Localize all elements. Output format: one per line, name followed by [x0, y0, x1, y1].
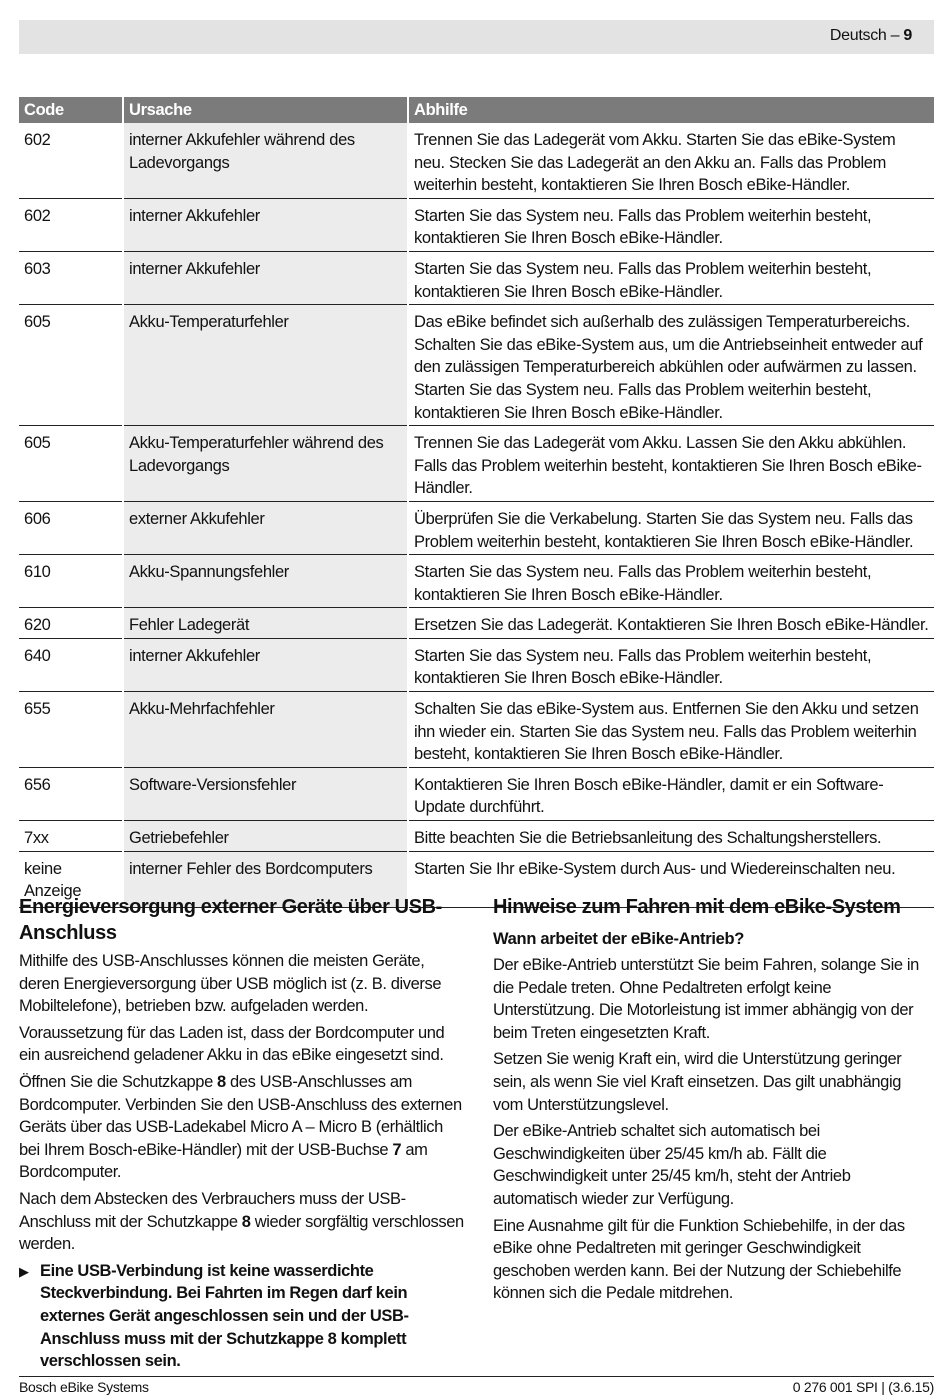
cell-remedy: Überprüfen Sie die Verkabelung. Starten Sie das System neu. Falls das Problem weiterhin besteht, kontaktieren Sie Ihren Bosch eBike-Händler. [408, 501, 934, 554]
usb-section [19, 894, 464, 1377]
cell-cause: Software-Versionsfehler [123, 767, 408, 820]
cell-cause: Fehler Ladegerät [123, 608, 408, 639]
table-row [19, 251, 934, 304]
cell-remedy: Kontaktieren Sie Ihren Bosch eBike-Händler, damit er ein Software-Update durchführt. [408, 767, 934, 820]
table-row [19, 426, 934, 502]
cell-remedy: Ersetzen Sie das Ladegerät. Kontaktieren Sie Ihren Bosch eBike-Händler. [408, 608, 934, 639]
cell-cause: interner Fehler des Bordcomputers [123, 851, 408, 907]
cell-remedy: Starten Sie das System neu. Falls das Problem weiterhin besteht, kontaktieren Sie Ihren Bosch eBike-Händler. [408, 638, 934, 691]
table-row [19, 123, 934, 198]
cell-cause: Akku-Spannungsfehler [123, 555, 408, 608]
cell-code: 605 [19, 426, 123, 502]
riding-subheading: Wann arbeitet der eBike-Antrieb? [493, 930, 745, 948]
table-row [19, 305, 934, 426]
usb-p3-text-c: des USB-Anschlusses am Bordcomputer. Verbinden Sie den USB-Anschluss des externen Geräts über das USB-Ladekabel Micro A – Micro B (erhältlich bei Ihrem Bosch-eBike-Händler) mit der USB-Buchse [19, 1072, 462, 1159]
cell-remedy: Schalten Sie das eBike-System aus. Entfernen Sie den Akku und setzen ihn wieder ein. Starten Sie das System neu. Falls das Problem weiterhin besteht, kontaktieren Sie Ihren Bosch eBike-Händler. [408, 692, 934, 768]
table-row [19, 555, 934, 608]
cell-cause: Akku-Temperaturfehler während des Ladevorgangs [123, 426, 408, 502]
page-header-label [830, 27, 912, 45]
cell-remedy: Trennen Sie das Ladegerät vom Akku. Starten Sie das eBike-System neu. Stecken Sie das Ladegerät an den Akku an. Falls das Problem weiterhin besteht, kontaktieren Sie Ihren Bosch eBike-Händler. [408, 123, 934, 198]
table-row [19, 638, 934, 691]
cell-code: 603 [19, 251, 123, 304]
usb-section-heading: Energieversorgung externer Geräte über USB-Anschluss [19, 896, 442, 944]
table-row [19, 608, 934, 639]
cell-code: 606 [19, 501, 123, 554]
table-row [19, 198, 934, 251]
cell-remedy: Starten Sie das System neu. Falls das Problem weiterhin besteht, kontaktieren Sie Ihren Bosch eBike-Händler. [408, 251, 934, 304]
cell-remedy: Starten Sie das System neu. Falls das Problem weiterhin besteht, kontaktieren Sie Ihren Bosch eBike-Händler. [408, 555, 934, 608]
cell-code: 602 [19, 198, 123, 251]
cell-remedy: Trennen Sie das Ladegerät vom Akku. Lassen Sie den Akku abkühlen. Falls das Problem weiterhin besteht, kontaktieren Sie Ihren Bosch eBike-Händler. [408, 426, 934, 502]
usb-p4-text-a: Nach dem Abstecken des Verbrauchers muss der USB-Anschluss mit der Schutzkappe [19, 1189, 406, 1231]
usb-paragraph-1: Mithilfe des USB-Anschlusses können die meisten Geräte, deren Energieversorgung über USB möglich ist (z. B. diverse Mobiltelefone), betrieben bzw. aufgeladen werden. [19, 952, 442, 1016]
riding-section-heading: Hinweise zum Fahren mit dem eBike-System [493, 896, 901, 918]
cell-remedy: Bitte beachten Sie die Betriebsanleitung des Schaltungsherstellers. [408, 821, 934, 852]
usb-p3-text-e: am Bordcomputer. [19, 1140, 428, 1182]
cell-code: keine Anzeige [19, 851, 123, 907]
riding-paragraph-1: Der eBike-Antrieb unterstützt Sie beim Fahren, solange Sie in die Pedale treten. Ohne Pedaltreten erfolgt keine Unterstützung. Die Motorleistung ist immer abhängig von der beim Treten eingesetzten Kraft. [493, 956, 919, 1042]
triangle-bullet-icon: ▶ [19, 1263, 29, 1279]
cell-cause: interner Akkufehler [123, 198, 408, 251]
table-row [19, 501, 934, 554]
cell-cause: interner Akkufehler während des Ladevorgangs [123, 123, 408, 198]
table-row [19, 767, 934, 820]
header-separator: – [886, 27, 904, 44]
cell-code: 620 [19, 608, 123, 639]
footer-document-id: 0 276 001 SPI | (3.6.15) [792, 1379, 934, 1395]
error-code-table [19, 97, 934, 908]
header-language: Deutsch [829, 27, 887, 44]
usb-paragraph-3 [19, 1071, 464, 1184]
column-header-cause: Ursache [123, 97, 408, 123]
cell-code: 602 [19, 123, 123, 198]
usb-p4-ref-cap: 8 [241, 1212, 251, 1231]
cell-code: 610 [19, 555, 123, 608]
table-row [19, 821, 934, 852]
riding-section [493, 894, 934, 1309]
usb-p4-text-c: wieder sorgfältig verschlossen werden. [19, 1212, 464, 1254]
cell-cause: interner Akkufehler [123, 638, 408, 691]
cell-cause: Akku-Mehrfachfehler [123, 692, 408, 768]
cell-cause: Getriebefehler [123, 821, 408, 852]
table-row [19, 692, 934, 768]
warning-note [19, 1260, 464, 1377]
usb-p3-ref-cap: 8 [217, 1072, 226, 1091]
cell-code: 656 [19, 767, 123, 820]
riding-paragraph-3: Der eBike-Antrieb schaltet sich automatisch bei Geschwindigkeiten über 25/45 km/h ab. Fällt die Geschwindigkeit unter 25/45 km/h, steht der Antrieb automatisch wieder zur Verfügung. [493, 1122, 851, 1208]
riding-paragraph-4: Eine Ausnahme gilt für die Funktion Schiebehilfe, in der das eBike ohne Pedaltreten mit geringer Geschwindigkeit geschoben werden kann. Bei der Nutzung der Schiebehilfe können sich die Pedale mitdrehen. [493, 1216, 905, 1303]
table-header-row [19, 97, 934, 123]
cell-cause: interner Akkufehler [123, 251, 408, 304]
cell-code: 640 [19, 638, 123, 691]
cell-code: 7xx [19, 821, 123, 852]
cell-remedy: Starten Sie Ihr eBike-System durch Aus- und Wiedereinschalten neu. [408, 851, 934, 907]
cell-code: 655 [19, 692, 123, 768]
cell-code: 605 [19, 305, 123, 426]
warning-note-text: Eine USB-Verbindung ist keine wasserdichte Steckverbindung. Bei Fahrten im Regen darf kein externes Gerät angeschlossen sein und der USB-Anschluss muss mit der Schutzkappe 8 komplett verschlossen sein. [40, 1261, 409, 1371]
cell-cause: Akku-Temperaturfehler [123, 305, 408, 426]
usb-p3-ref-socket: 7 [392, 1140, 402, 1159]
column-header-code: Code [19, 97, 123, 123]
cell-remedy: Starten Sie das System neu. Falls das Problem weiterhin besteht, kontaktieren Sie Ihren Bosch eBike-Händler. [408, 198, 934, 251]
cell-cause: externer Akkufehler [123, 501, 408, 554]
column-header-remedy: Abhilfe [408, 97, 934, 123]
usb-p3-text-a: Öffnen Sie die Schutzkappe [19, 1072, 218, 1091]
footer-publisher: Bosch eBike Systems [19, 1379, 149, 1395]
page-number: 9 [903, 27, 912, 44]
footer-divider [19, 1376, 934, 1377]
usb-paragraph-4 [19, 1188, 464, 1256]
riding-paragraph-2: Setzen Sie wenig Kraft ein, wird die Unterstützung geringer sein, als wenn Sie viel Kraft einsetzen. Das gilt unabhängig vom Unterstützungslevel. [493, 1050, 902, 1114]
cell-remedy: Das eBike befindet sich außerhalb des zulässigen Temperaturbereichs. Schalten Sie das eBike-System aus, um die Antriebseinheit entweder auf den zulässigen Temperaturbereich abkühlen oder aufwärmen zu lassen. Starten Sie das System neu. Falls das Problem weiterhin besteht, kontaktieren Sie Ihren Bosch eBike-Händler. [408, 305, 934, 426]
usb-paragraph-2: Voraussetzung für das Laden ist, dass der Bordcomputer und ein ausreichend geladener Akku in das eBike eingesetzt sind. [19, 1023, 445, 1065]
page-header [19, 20, 934, 54]
